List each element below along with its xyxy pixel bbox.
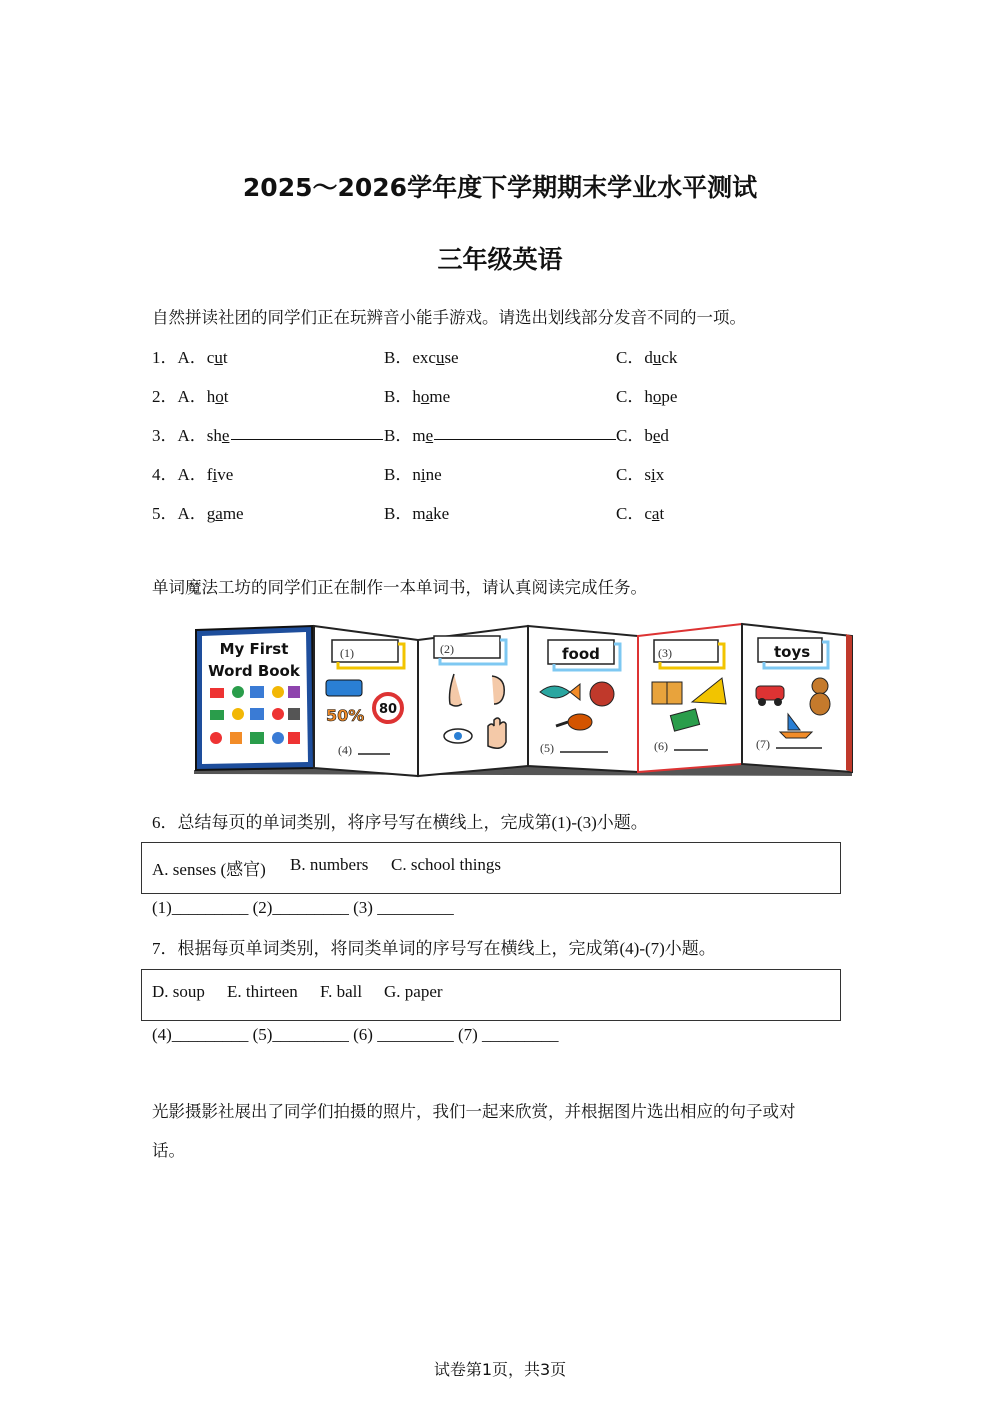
cover-line1: My First [219,640,289,658]
option-b-label[interactable]: B．make [384,504,450,523]
q6-options-box [141,842,841,894]
number-80-text: 80 [378,702,398,717]
option-a-label[interactable]: 1．A．cut [152,348,228,367]
option-a-word: cut [206,348,228,367]
option-c-word: hope [644,387,678,406]
option-a-word: five [206,465,234,484]
q6-text: 6．总结每页的单词类别，将序号写在横线上，完成第(1)-(3)小题。 [152,813,648,832]
blank5-label: (5) [540,741,554,755]
option-a-label[interactable]: 5．A．game [152,504,244,523]
word-book-illustration [192,622,854,778]
option-b-word: excuse [412,348,459,367]
page-footer: 试卷第1页，共3页 [433,1360,567,1379]
option-b-word: make [412,504,450,523]
option-c-label[interactable]: C．bed [616,426,669,445]
q7-option-g: G. paper [384,982,443,1001]
option-c-label[interactable]: C．cat [616,504,665,523]
exam-title: 2025～2026学年度下学期期末学业水平测试 [242,173,758,202]
q7-answer-line[interactable]: (4)_________ (5)_________ (6) _________ (7) _________ [152,1025,559,1044]
q7-text: 7．根据每页单词类别，将同类单词的序号写在横线上，完成第(4)-(7)小题。 [152,939,716,958]
section2-instruction: 单词魔法工坊的同学们正在制作一本单词书，请认真阅读完成任务。 [152,578,647,597]
q7-option-f: F. ball [320,982,363,1001]
option-a-label[interactable]: 2．A．hot [152,387,229,406]
blank4-label: (4) [338,743,352,757]
underline-rule [231,439,383,440]
option-a-word: she [206,426,230,445]
option-c-word: duck [644,348,678,367]
option-a-label[interactable]: 4．A．five [152,465,234,484]
percent-text: 50% [326,706,365,725]
option-c-label[interactable]: C．duck [616,348,678,367]
page5-label: toys [774,643,811,661]
section1-instruction: 自然拼读社团的同学们正在玩辨音小能手游戏。请选出划线部分发音不同的一项。 [152,308,746,327]
q6-answer-line[interactable]: (1)_________ (2)_________ (3) _________ [152,898,454,917]
q6-option-c: C. school things [391,855,502,874]
option-c-label[interactable]: C．six [616,465,665,484]
option-b-word: home [412,387,451,406]
option-c-word: cat [644,504,665,523]
option-b-label[interactable]: B．home [384,387,451,406]
section3-instruction-line2: 话。 [152,1141,185,1160]
option-c-word: bed [644,426,669,445]
option-a-word: hot [206,387,229,406]
option-c-word: six [644,465,665,484]
q6-option-a: A. senses (感官) [152,860,266,879]
option-a-word: game [206,504,244,523]
option-b-label[interactable]: B．me [384,426,434,445]
underline-rule [434,439,616,440]
option-b-word: nine [412,465,442,484]
cover-line2: Word Book [208,662,300,680]
q6-option-b: B. numbers [290,855,369,874]
option-b-word: me [412,426,434,445]
page4-label: (3) [658,646,672,660]
section3-instruction-line1: 光影摄影社展出了同学们拍摄的照片，我们一起来欣赏，并根据图片选出相应的句子或对 [152,1102,796,1121]
page1-label: (1) [340,646,354,660]
q7-option-e: E. thirteen [227,982,298,1001]
page2-label: (2) [440,642,454,656]
exam-subtitle: 三年级英语 [437,245,563,274]
blank6-label: (6) [654,739,668,753]
option-a-label[interactable]: 3．A．she [152,426,230,445]
word-book-svg [192,622,854,778]
q7-options-box [141,969,841,1021]
option-c-label[interactable]: C．hope [616,387,678,406]
option-b-label[interactable]: B．excuse [384,348,459,367]
option-b-label[interactable]: B．nine [384,465,442,484]
q7-option-d: D. soup [152,982,205,1001]
blank7-label: (7) [756,737,770,751]
page3-label: food [562,645,600,663]
